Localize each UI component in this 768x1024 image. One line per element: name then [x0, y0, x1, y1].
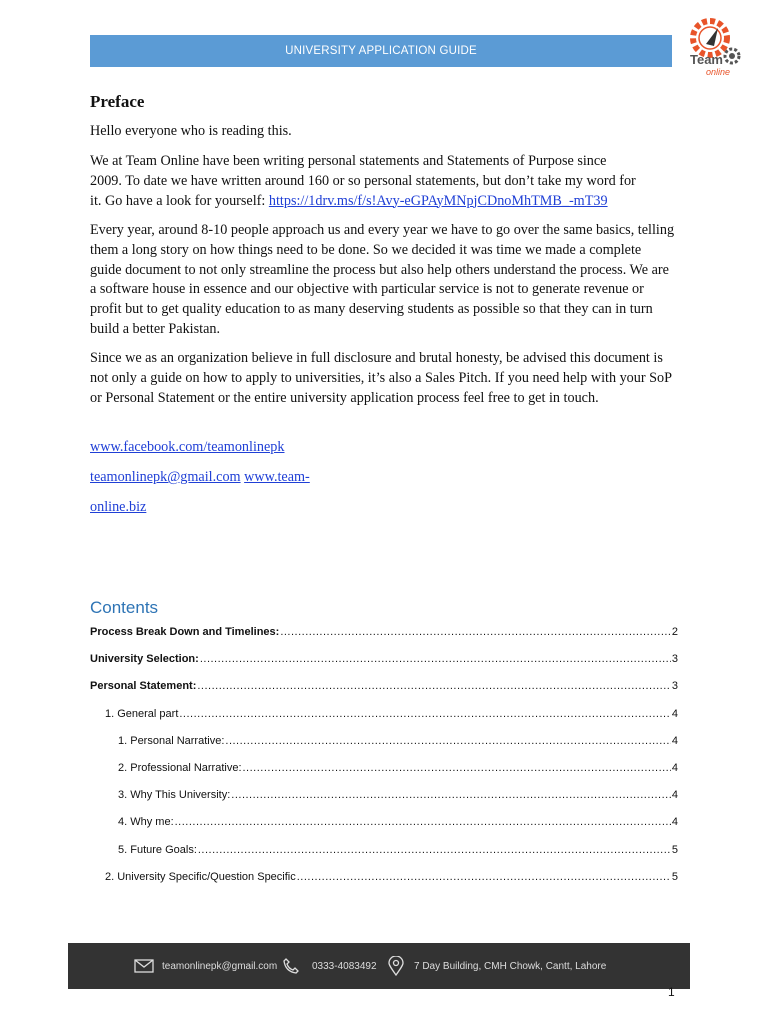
- footer-address-item: [388, 943, 606, 989]
- toc-entry-title: 1. General part: [105, 707, 179, 720]
- email-link[interactable]: teamonlinepk@gmail.com: [90, 469, 241, 485]
- toc-entry[interactable]: [118, 844, 678, 856]
- toc-entry-page: 4: [671, 762, 678, 774]
- toc-entry[interactable]: [118, 789, 678, 801]
- phone-icon: [282, 957, 300, 975]
- toc-entry[interactable]: [90, 626, 678, 638]
- toc-leader-dots: [243, 762, 671, 774]
- banner-title: UNIVERSITY APPLICATION GUIDE: [285, 45, 477, 57]
- toc-entry[interactable]: [118, 762, 678, 774]
- footer-phone[interactable]: 0333-4083492: [312, 960, 377, 972]
- page-number: 1: [668, 985, 675, 999]
- preface-heading: Preface: [90, 92, 145, 111]
- header-banner: [90, 35, 672, 67]
- toc-entry[interactable]: [118, 816, 678, 828]
- toc-entry-page: 5: [671, 870, 678, 883]
- footer-phone-item: [282, 943, 377, 989]
- envelope-icon: [134, 959, 154, 973]
- toc-entry-title: 4. Why me:: [118, 816, 174, 829]
- toc-entry-page: 4: [671, 707, 678, 720]
- website-line: [90, 498, 675, 518]
- toc-entry-page: 4: [671, 734, 678, 747]
- footer-email[interactable]: teamonlinepk@gmail.com: [162, 960, 278, 972]
- footer-bar: [68, 943, 690, 989]
- toc-entry-title: 1. Personal Narrative:: [118, 734, 225, 747]
- toc-entry-title: University Selection:: [90, 653, 199, 666]
- contents-heading: Contents: [90, 598, 159, 617]
- toc-entry[interactable]: [118, 735, 678, 747]
- toc-leader-dots: [297, 871, 671, 883]
- preface-paragraph-1: Hello everyone who is reading this.: [90, 123, 292, 139]
- toc-entry[interactable]: [105, 708, 678, 720]
- toc-entry-page: 5: [671, 843, 678, 856]
- onedrive-link[interactable]: https://1drv.ms/f/s!Avy-eGPAyMNpjCDnoMhTMB_-mT39: [268, 192, 608, 209]
- toc-entry[interactable]: [105, 871, 678, 883]
- logo-word-team: Team: [690, 52, 723, 67]
- toc-entry-title: Personal Statement:: [90, 680, 197, 693]
- toc-leader-dots: [231, 789, 671, 801]
- toc-entry-page: 2: [671, 626, 678, 638]
- toc-leader-dots: [280, 626, 671, 638]
- toc-entry-title: 2. University Specific/Question Specific: [105, 870, 296, 883]
- preface-paragraph-3: Every year, around 8-10 people approach us and every year we have to go over the same basics, telling them a long story on how things need to be done. So we decided it was time we made a complete guide document to not only streamline the process but also help others understand the process. We are a software house in essence and our objective with particular service is not to generate revenue or profit but to get quality education to as many deserving students as possible so that they can in turn build a better Pakistan.: [90, 222, 675, 337]
- toc-leader-dots: [175, 816, 671, 828]
- preface-paragraph-4: Since we as an organization believe in full disclosure and brutal honesty, be advised this document is not only a guide on how to apply to universities, it’s also a Sales Pitch. If you need help with your SoP or Personal Statement or the entire university application process feel free to get in touch.: [90, 350, 672, 406]
- location-pin-icon: [388, 956, 404, 976]
- toc-entry-title: 2. Professional Narrative:: [118, 762, 242, 774]
- toc-entry-title: Process Break Down and Timelines:: [90, 626, 280, 638]
- website-link-part1[interactable]: www.team-: [244, 469, 310, 485]
- preface-p2-line1: We at Team Online have been writing personal statements and Statements of Purpose since: [90, 153, 607, 169]
- logo-word-online: online: [706, 67, 731, 77]
- toc-entry[interactable]: [90, 653, 678, 665]
- footer-address: 7 Day Building, CMH Chowk, Cantt, Lahore: [414, 960, 607, 972]
- website-link-part2[interactable]: online.biz: [90, 499, 147, 515]
- toc-leader-dots: [225, 735, 670, 747]
- toc-entry-title: 5. Future Goals:: [118, 843, 197, 856]
- preface-p2-line3: it. Go have a look for yourself:: [90, 192, 269, 209]
- toc-leader-dots: [198, 844, 671, 856]
- toc-leader-dots: [200, 653, 671, 665]
- email-web-line: [90, 468, 675, 488]
- toc-leader-dots: [197, 680, 671, 692]
- toc-entry[interactable]: [90, 680, 678, 692]
- footer-email-item: [134, 943, 277, 989]
- toc-entry-title: 3. Why This University:: [118, 789, 231, 802]
- preface-paragraph-2: [90, 152, 675, 211]
- toc-entry-page: 3: [671, 680, 678, 693]
- toc-entry-page: 3: [671, 653, 678, 666]
- toc-leader-dots: [179, 708, 671, 720]
- facebook-link[interactable]: www.facebook.com/teamonlinepk: [90, 439, 285, 455]
- facebook-line: [90, 438, 675, 458]
- preface-p2-line2: 2009. To date we have written around 160 or so personal statements, but don’t take my word for: [90, 172, 636, 189]
- toc-entry-page: 4: [671, 789, 678, 802]
- toc-entry-page: 4: [671, 816, 678, 829]
